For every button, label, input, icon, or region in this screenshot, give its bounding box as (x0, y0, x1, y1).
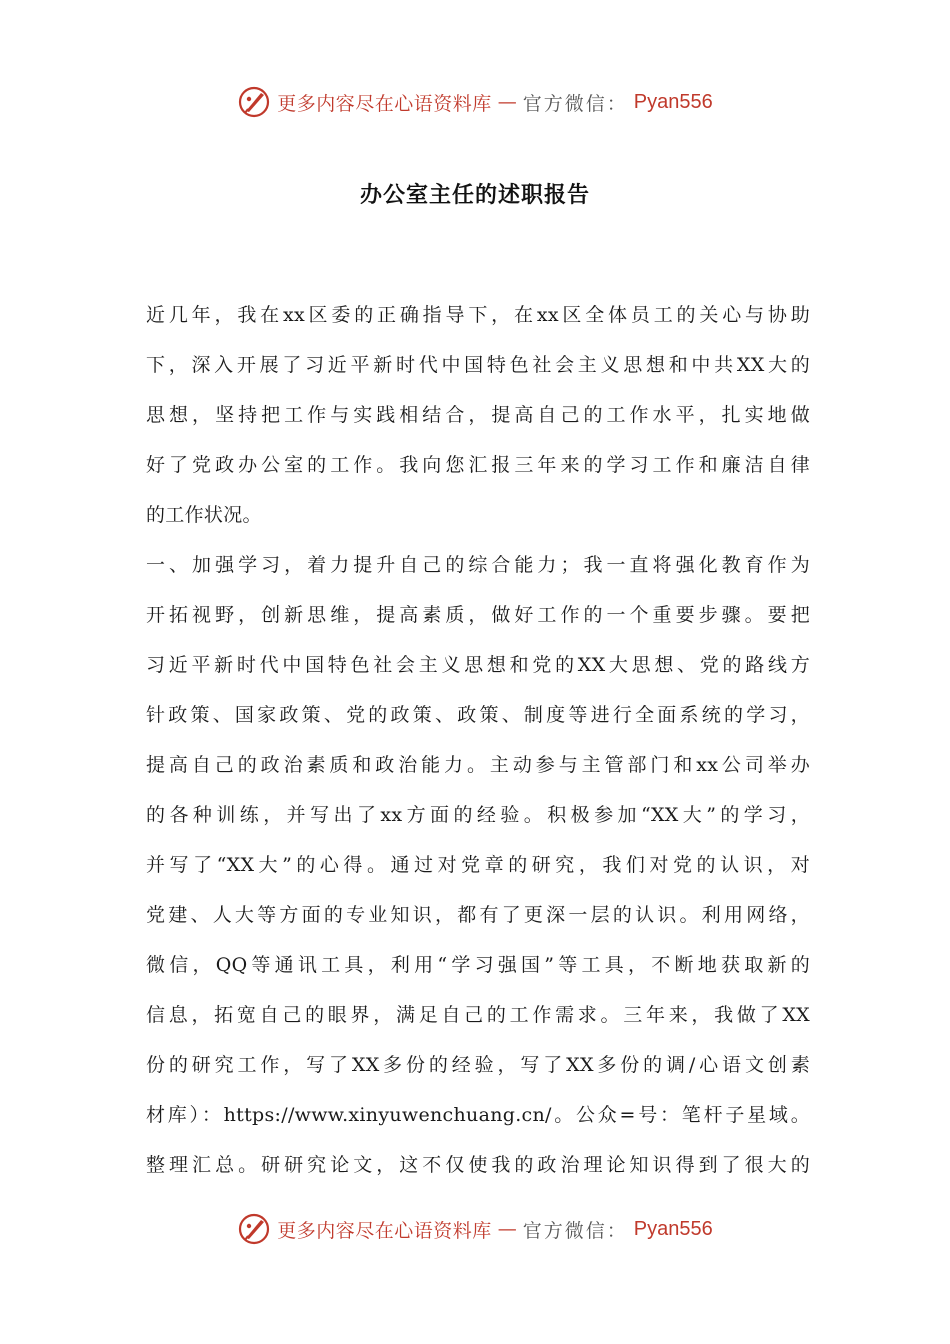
paragraph-line: 微信，QQ等通讯工具，利用“学习强国”等工具，不断地获取新的 (146, 954, 810, 976)
paragraph-line: 党建、人大等方面的专业知识，都有了更深一层的认识。利用网络， (146, 904, 810, 926)
paragraph-line: 并写了“XX大”的心得。通过对党章的研究，我们对党的认识，对 (146, 854, 810, 876)
paragraph-line: 的各种训练，并写出了xx方面的经验。积极参加“XX大”的学习， (146, 804, 810, 826)
paragraph-line: 习近平新时代中国特色社会主义思想和党的XX大思想、党的路线方 (146, 654, 810, 676)
paragraph-line: 思想，坚持把工作与实践相结合，提高自己的工作水平，扎实地做 (146, 404, 810, 426)
footer-watermark (0, 1209, 950, 1249)
quill-pen-logo-icon (237, 1212, 271, 1246)
paragraph-line: 针政策、国家政策、党的政策、政策、制度等进行全面系统的学习， (146, 704, 810, 726)
paragraph-line: 信息，拓宽自己的眼界，满足自己的工作需求。三年来，我做了XX (146, 1004, 810, 1026)
page-title: 办公室主任的述职报告 (359, 183, 590, 208)
paragraph-line: 提高自己的政治素质和政治能力。主动参与主管部门和xx公司举办 (146, 754, 810, 776)
paragraph-line: 整理汇总。研研究论文，这不仅使我的政治理论知识得到了很大的 (146, 1154, 810, 1176)
paragraph-line: 好了党政办公室的工作。我向您汇报三年来的学习工作和廉洁自律 (146, 454, 810, 476)
paragraph-line: 的工作状况。 (146, 504, 262, 526)
document-body (146, 290, 810, 1190)
watermark-official-label: 官方微信： (522, 92, 628, 115)
paragraph-line: 开拓视野，创新思维，提高素质，做好工作的一个重要步骤。要把 (146, 604, 810, 626)
watermark-official-label: 官方微信： (522, 1219, 628, 1242)
paragraph-line: 材库）：https://www.xinyuwenchuang.cn/。公众=号：笔杆子星域。 (146, 1104, 810, 1126)
quill-pen-logo-icon (237, 85, 271, 119)
paragraph-line: 近几年，我在xx区委的正确指导下，在xx区全体员工的关心与协助 (146, 304, 810, 326)
paragraph-line: 一、加强学习，着力提升自己的综合能力；我一直将强化教育作为 (146, 554, 810, 576)
watermark-site-text: 更多内容尽在心语资料库 (277, 1219, 492, 1242)
watermark-site-text: 更多内容尽在心语资料库 (277, 92, 492, 115)
paragraph-line: 下，深入开展了习近平新时代中国特色社会主义思想和中共XX大的 (146, 354, 810, 376)
watermark-wechat-id: Pyan556 (633, 90, 713, 113)
watermark-dash: — (497, 91, 517, 113)
watermark-dash: — (497, 1218, 517, 1240)
watermark-wechat-id: Pyan556 (633, 1217, 713, 1240)
paragraph-line: 份的研究工作，写了XX多份的经验，写了XX多份的调/心语文创素 (146, 1054, 810, 1076)
header-watermark (0, 82, 950, 122)
